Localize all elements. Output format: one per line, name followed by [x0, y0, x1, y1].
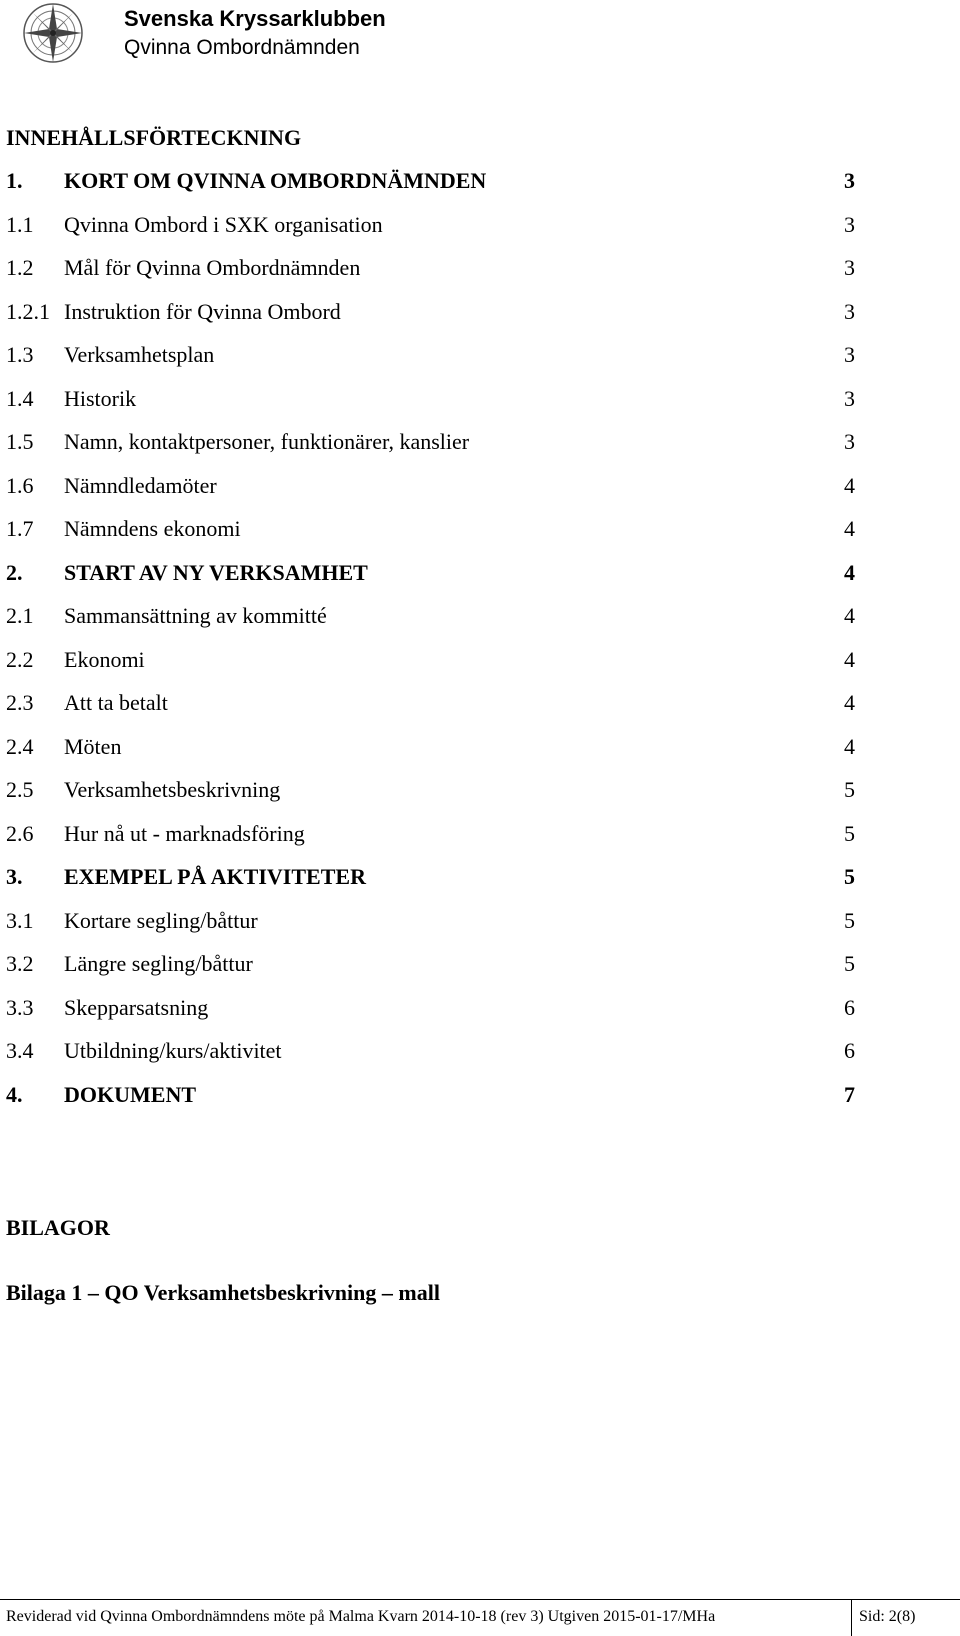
toc-entry-page: 3 — [844, 342, 855, 367]
toc-entry-number: 1.3 — [6, 342, 34, 367]
compass-rose-icon — [22, 2, 84, 64]
toc-entry — [6, 340, 866, 384]
toc-entry-number: 2.5 — [6, 777, 34, 802]
toc-entry-page: 4 — [844, 472, 855, 498]
toc-entry-page: 4 — [844, 559, 855, 585]
toc-entry-number: 1.1 — [6, 211, 34, 237]
toc-entry-number: 1.6 — [6, 472, 34, 498]
appendix-item: Bilaga 1 – QO Verksamhetsbeskrivning – mall — [6, 1280, 440, 1305]
toc-entry-number: 2.6 — [6, 820, 34, 846]
toc-entry-title: Nämndledamöter — [64, 472, 217, 498]
toc-entry-number: 2.1 — [6, 603, 34, 628]
toc-entry-title: Instruktion för Qvinna Ombord — [64, 298, 341, 324]
footer-separator — [851, 1600, 852, 1636]
toc-entry-page: 6 — [844, 1038, 855, 1063]
page-header — [0, 0, 960, 70]
toc-entry-page: 3 — [844, 255, 855, 280]
toc-entry-title: Historik — [64, 385, 137, 411]
toc-entry-title: Ekonomi — [64, 646, 145, 672]
toc-entry-number: 1.5 — [6, 429, 34, 454]
toc-entry — [6, 471, 866, 515]
toc-entry-page: 4 — [844, 603, 855, 628]
toc-entry-title: START AV NY VERKSAMHET — [64, 559, 368, 585]
toc-entry-page: 5 — [844, 864, 855, 889]
toc-entry-title: EXEMPEL PÅ AKTIVITETER — [64, 864, 366, 889]
toc-entry — [6, 949, 866, 993]
toc-entry — [6, 645, 866, 689]
toc-entry-title: Verksamhetsplan — [64, 342, 215, 367]
toc-entry — [6, 732, 866, 776]
toc-entry-title: Sammansättning av kommitté — [64, 603, 327, 628]
toc-entry — [6, 1036, 866, 1080]
toc-entry — [6, 166, 866, 210]
toc-entry-title: Möten — [64, 733, 122, 759]
appendices-title: BILAGOR — [6, 1215, 110, 1240]
toc-entry-page: 7 — [844, 1081, 855, 1107]
toc-entry-number: 3.1 — [6, 907, 34, 933]
toc-entry — [6, 297, 866, 341]
toc-entry-page: 6 — [844, 994, 855, 1020]
toc-entry-page: 4 — [844, 733, 855, 759]
toc-entry — [6, 862, 866, 906]
toc-entry-page: 5 — [844, 820, 855, 846]
toc-entry-page: 3 — [844, 168, 855, 193]
table-of-contents — [6, 166, 866, 1123]
toc-entry — [6, 688, 866, 732]
toc-entry-title: Namn, kontaktpersoner, funktionärer, kanslier — [64, 429, 470, 454]
toc-entry-number: 1.2.1 — [6, 298, 50, 324]
toc-entry-number: 2.3 — [6, 690, 34, 715]
toc-entry-title: Mål för Qvinna Ombordnämnden — [64, 255, 361, 280]
toc-entry-page: 4 — [844, 646, 855, 672]
toc-entry-number: 2. — [6, 559, 23, 585]
toc-entry-page: 4 — [844, 516, 855, 541]
toc-entry-number: 2.4 — [6, 733, 34, 759]
toc-entry-page: 3 — [844, 385, 855, 411]
toc-entry-number: 3.2 — [6, 951, 34, 976]
toc-entry-title: Skepparsatsning — [64, 994, 209, 1020]
toc-entry — [6, 601, 866, 645]
toc-entry — [6, 993, 866, 1037]
toc-entry — [6, 558, 866, 602]
toc-entry-page: 5 — [844, 907, 855, 933]
toc-entry-page: 5 — [844, 777, 855, 802]
toc-entry-page: 4 — [844, 690, 855, 715]
toc-entry — [6, 384, 866, 428]
toc-entry-page: 5 — [844, 951, 855, 976]
toc-entry-title: Hur nå ut - marknadsföring — [64, 820, 305, 846]
footer-page-number: Sid: 2(8) — [859, 1608, 916, 1625]
toc-entry-page: 3 — [844, 429, 855, 454]
toc-entry-number: 1.2 — [6, 255, 34, 280]
toc-entry-title: Kortare segling/båttur — [64, 907, 258, 933]
toc-entry-number: 3. — [6, 864, 23, 889]
toc-entry-title: DOKUMENT — [64, 1081, 196, 1107]
toc-entry — [6, 1080, 866, 1124]
toc-entry-number: 3.3 — [6, 994, 34, 1020]
footer-divider — [0, 1599, 960, 1600]
toc-entry-number: 3.4 — [6, 1038, 34, 1063]
toc-entry — [6, 906, 866, 950]
toc-entry — [6, 775, 866, 819]
toc-entry-title: Längre segling/båttur — [64, 951, 253, 976]
toc-entry-number: 2.2 — [6, 646, 34, 672]
toc-entry — [6, 427, 866, 471]
toc-entry-number: 1.4 — [6, 385, 34, 411]
footer-revision-note: Reviderad vid Qvinna Ombordnämndens möte på Malma Kvarn 2014-10-18 (rev 3) Utgiven 2015-01-17/MHa — [6, 1608, 716, 1625]
toc-entry-title: Nämndens ekonomi — [64, 516, 241, 541]
toc-entry-title: KORT OM QVINNA OMBORDNÄMNDEN — [64, 168, 487, 193]
toc-title: INNEHÅLLSFÖRTECKNING — [6, 125, 302, 150]
toc-entry-page: 3 — [844, 298, 855, 324]
toc-entry — [6, 253, 866, 297]
toc-entry-title: Utbildning/kurs/aktivitet — [64, 1038, 282, 1063]
toc-entry-page: 3 — [844, 211, 855, 237]
toc-entry — [6, 819, 866, 863]
toc-entry-title: Att ta betalt — [64, 690, 168, 715]
toc-entry-number: 1. — [6, 168, 23, 193]
toc-entry-number: 1.7 — [6, 516, 34, 541]
toc-entry — [6, 514, 866, 558]
toc-entry-title: Verksamhetsbeskrivning — [64, 777, 281, 802]
organization-name: Svenska Kryssarklubben — [124, 6, 386, 31]
committee-name: Qvinna Ombordnämnden — [124, 36, 360, 59]
toc-entry-title: Qvinna Ombord i SXK organisation — [64, 211, 383, 237]
toc-entry — [6, 210, 866, 254]
toc-entry-number: 4. — [6, 1081, 23, 1107]
